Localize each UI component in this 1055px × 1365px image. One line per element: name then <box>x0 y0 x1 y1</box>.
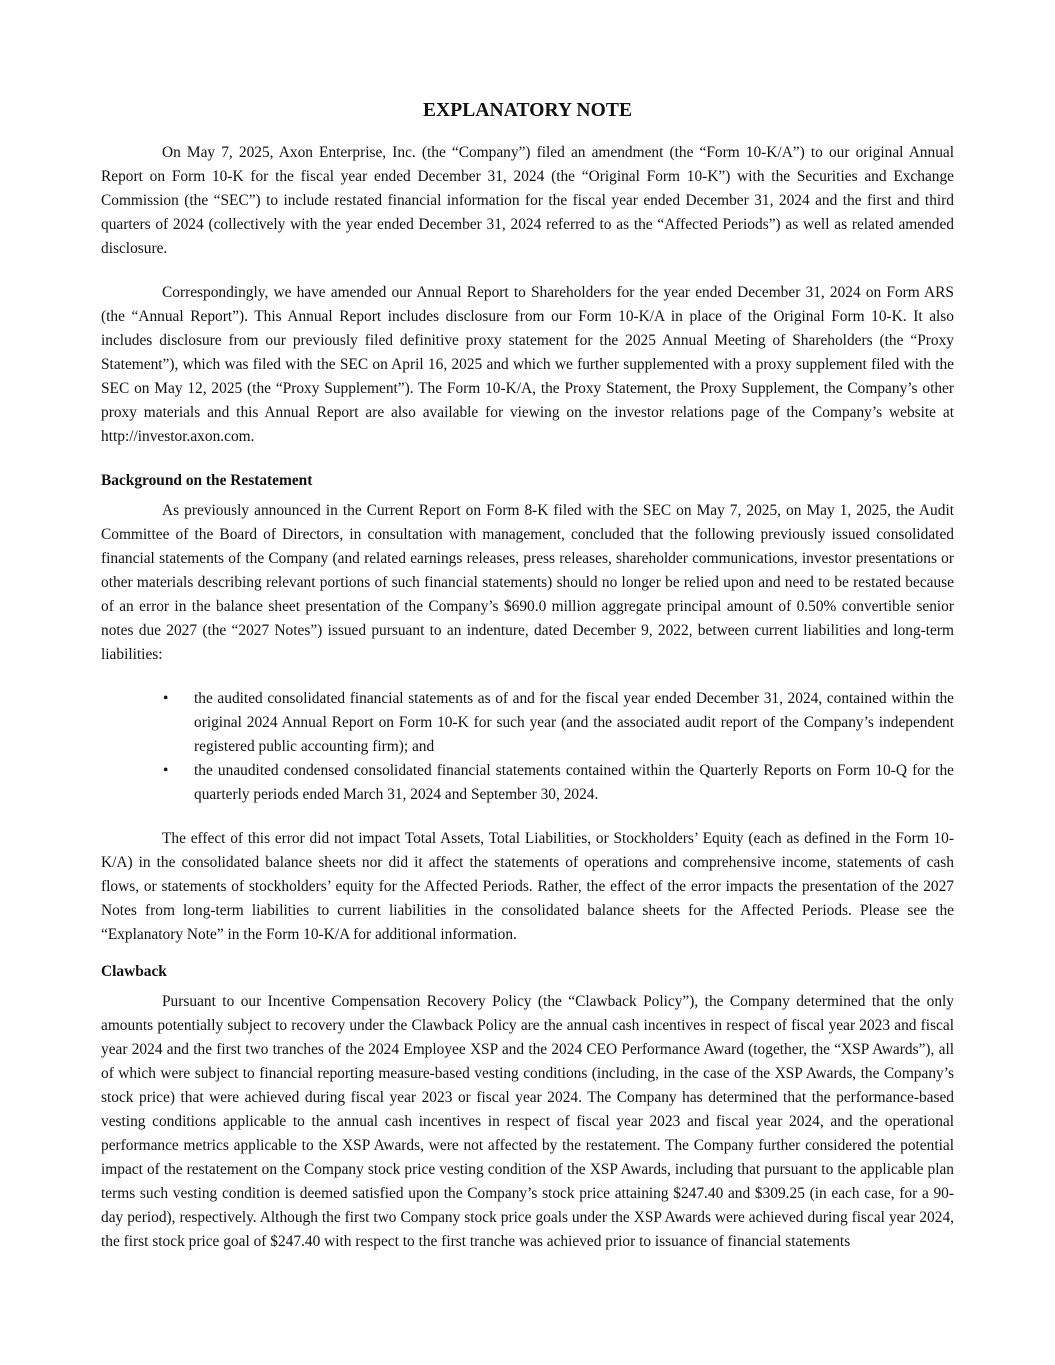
bullet-icon: • <box>163 762 169 779</box>
list-item <box>101 759 954 807</box>
restatement-lead-paragraph: As previously announced in the Current Report on Form 8-K filed with the SEC on May 7, 2025, on May 1, 2025, the Audit Committee of the Board of Directors, in consultation with management, concluded that the following previously issued consolidated financial statements of the Company (and related earnings releases, press releases, shareholder communications, investor presentations or other materials describing relevant portions of such financial statements) should no longer be relied upon and need to be restated because of an error in the balance sheet presentation of the Company’s $690.0 million aggregate principal amount of 0.50% convertible senior notes due 2027 (the “2027 Notes”) issued pursuant to an indenture, dated December 9, 2022, between current liabilities and long-term liabilities: <box>101 502 954 663</box>
restatement-heading: Background on the Restatement <box>101 472 313 489</box>
bullet-text: the unaudited condensed consolidated financial statements contained within the Quarterly Reports on Form 10-Q for the quarterly periods ended March 31, 2024 and September 30, 2024. <box>194 762 954 803</box>
list-item <box>101 687 954 759</box>
clawback-heading: Clawback <box>101 963 167 980</box>
clawback-paragraph: Pursuant to our Incentive Compensation Recovery Policy (the “Clawback Policy”), the Company determined that the only amounts potentially subject to recovery under the Clawback Policy are the annual cash incentives in respect of fiscal year 2023 and fiscal year 2024 and the first two tranches of the 2024 Employee XSP and the 2024 CEO Performance Award (together, the “XSP Awards”), all of which were subject to financial reporting measure-based vesting conditions (including, in the case of the XSP Awards, the Company’s stock price) that were achieved during fiscal year 2023 or fiscal year 2024. The Company has determined that the performance-based vesting conditions applicable to the annual cash incentives in respect of fiscal year 2023 and fiscal year 2024, and the operational performance metrics applicable to the XSP Awards, were not affected by the restatement. The Company further considered the potential impact of the restatement on the Company stock price vesting condition of the XSP Awards, including that pursuant to the applicable plan terms such vesting condition is deemed satisfied upon the Company’s stock price attaining $247.40 and $309.25 (in each case, for a 90-day period), respectively. Although the first two Company stock price goals under the XSP Awards were achieved during fiscal year 2024, the first stock price goal of $247.40 with respect to the first tranche was achieved prior to issuance of financial statements <box>101 993 954 1250</box>
restatement-bullet-list <box>101 687 954 807</box>
intro-paragraph-2: Correspondingly, we have amended our Annual Report to Shareholders for the year ended December 31, 2024 on Form ARS (the “Annual Report”). This Annual Report includes disclosure from our Form 10-K/A in place of the Original Form 10-K. It also includes disclosure from our previously filed definitive proxy statement for the 2025 Annual Meeting of Shareholders (the “Proxy Statement”), which was filed with the SEC on April 16, 2025 and which we further supplemented with a proxy supplement filed with the SEC on May 12, 2025 (the “Proxy Supplement”). The Form 10-K/A, the Proxy Statement, the Proxy Supplement, the Company’s other proxy materials and this Annual Report are also available for viewing on the investor relations page of the Company’s website at http://investor.axon.com. <box>101 284 954 445</box>
document-page <box>101 100 954 1274</box>
bullet-icon: • <box>163 690 169 707</box>
bullet-text: the audited consolidated financial statements as of and for the fiscal year ended December 31, 2024, contained within the original 2024 Annual Report on Form 10-K for such year (and the associated audit report of the Company’s independent registered public accounting firm); and <box>194 690 954 755</box>
restatement-effect-paragraph: The effect of this error did not impact Total Assets, Total Liabilities, or Stockholders’ Equity (each as defined in the Form 10-K/A) in the consolidated balance sheets nor did it affect the statements of operations and comprehensive income, statements of cash flows, or statements of stockholders’ equity for the Affected Periods. Rather, the effect of the error impacts the presentation of the 2027 Notes from long-term liabilities to current liabilities in the consolidated balance sheets for the Affected Periods. Please see the “Explanatory Note” in the Form 10-K/A for additional information. <box>101 830 954 943</box>
page-title: EXPLANATORY NOTE <box>422 100 633 121</box>
intro-paragraph-1: On May 7, 2025, Axon Enterprise, Inc. (the “Company”) filed an amendment (the “Form 10-K/A”) to our original Annual Report on Form 10-K for the fiscal year ended December 31, 2024 (the “Original Form 10-K”) with the Securities and Exchange Commission (the “SEC”) to include restated financial information for the fiscal year ended December 31, 2024 and the first and third quarters of 2024 (collectively with the year ended December 31, 2024 referred to as the “Affected Periods”) as well as related amended disclosure. <box>101 144 954 257</box>
